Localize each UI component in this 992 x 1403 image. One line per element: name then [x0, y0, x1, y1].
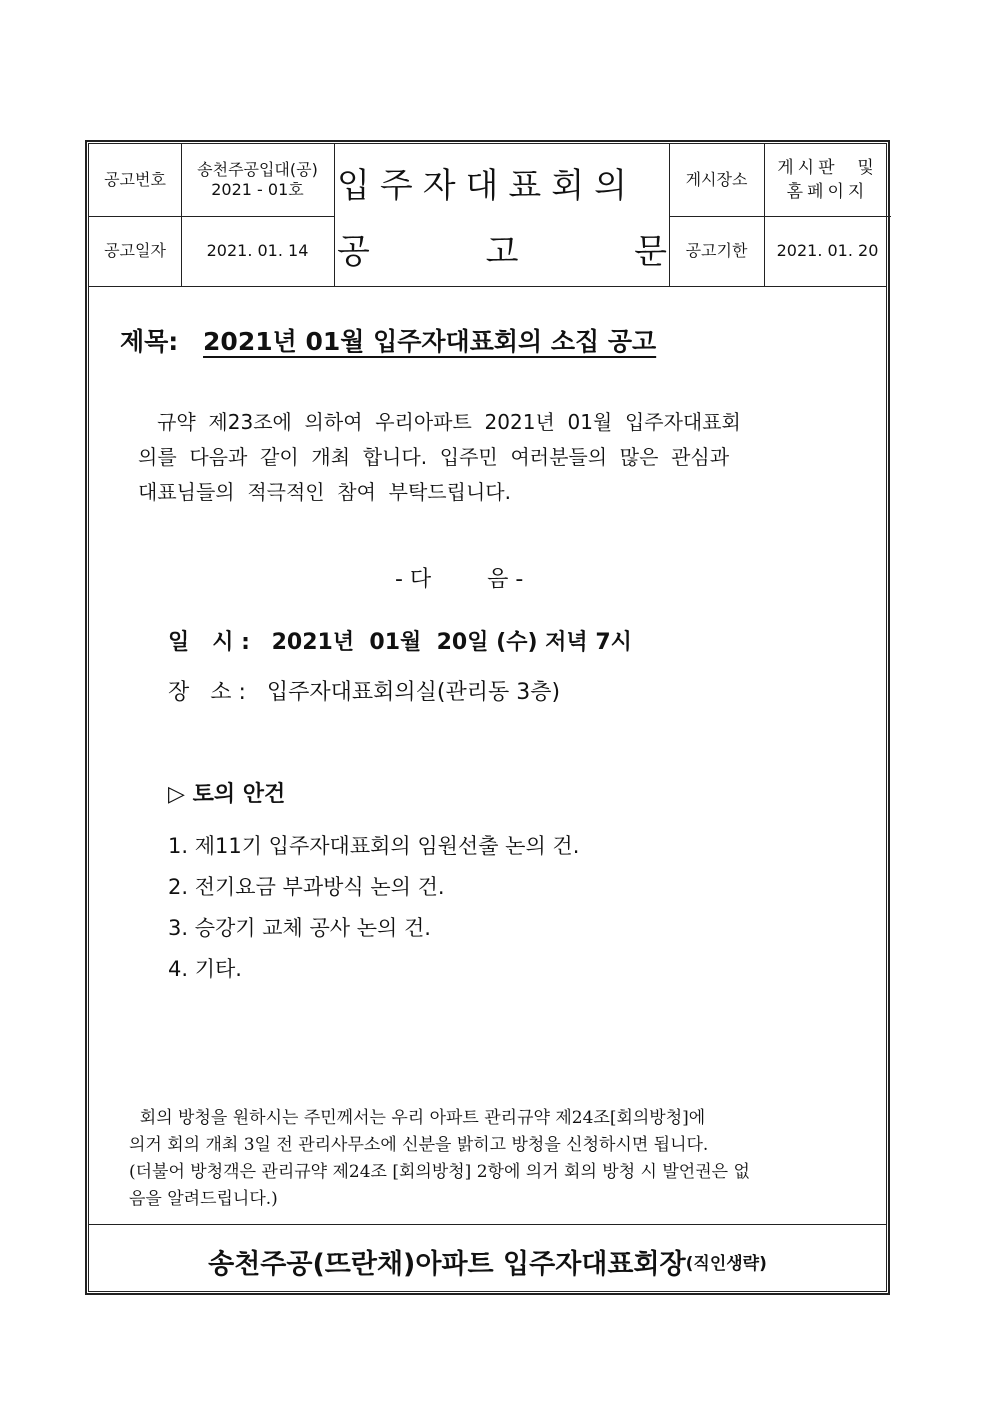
agenda-item: 1. 제11기 입주자대표회의 임원선출 논의 건.: [168, 834, 580, 858]
meeting-place-value: 입주자대표회의실(관리동 3층): [266, 680, 561, 705]
title-char: 고: [485, 232, 519, 272]
signature-footer: [89, 1226, 886, 1296]
posting-place-value: [764, 144, 891, 216]
notice-title-line2: [337, 224, 667, 272]
header-table: [89, 144, 886, 287]
notice-no-value-line1: 송천주공입대(공): [197, 160, 318, 179]
meeting-place: [168, 675, 560, 706]
following-marker: - 다 음 -: [395, 567, 524, 592]
subject-heading: [120, 322, 656, 358]
notice-no-label: 공고번호: [104, 170, 166, 189]
posting-place-label: 게시장소: [685, 170, 748, 189]
notice-no-value-line2: 2021 - 01호: [211, 180, 304, 199]
divider: [334, 144, 335, 286]
body-line: 대표님들의 적극적인 참여 부탁드립니다.: [138, 480, 511, 504]
title-char: 공: [337, 232, 370, 272]
notice-date-label: 공고일자: [104, 241, 166, 260]
divider: [89, 1224, 886, 1225]
agenda-item: 2. 전기요금 부과방식 논의 건.: [168, 875, 445, 899]
footer-seal-omitted: (직인생략): [685, 1253, 767, 1274]
title-char: 문: [634, 232, 667, 272]
observer-note: [129, 1105, 849, 1213]
meeting-time-label: 일 시 :: [168, 630, 250, 655]
note-line: 의거 회의 개최 3일 전 관리사무소에 신분을 밝히고 방청을 신청하시면 됩니다.: [129, 1135, 709, 1155]
subject-text: 2021년 01월 입주자대표회의 소집 공고: [203, 327, 657, 356]
deadline-label: 공고기한: [685, 241, 748, 260]
agenda-item: 3. 승강기 교체 공사 논의 건.: [168, 916, 431, 940]
meeting-time-value: 2021년 01월 20일 (수) 저녁 7시: [271, 630, 632, 655]
notice-title-line1: 입주자대표회의: [337, 166, 637, 206]
meeting-place-label: 장 소 :: [168, 680, 246, 705]
notice-no-value: [181, 144, 334, 216]
footer-signatory: 송천주공(뜨란채)아파트 입주자대표회장: [208, 1248, 686, 1280]
meeting-time: [168, 625, 632, 656]
note-line: 음을 알려드립니다.): [129, 1189, 278, 1209]
deadline-value: 2021. 01. 20: [776, 241, 879, 260]
posting-place-line2: 홈페이지: [786, 182, 869, 202]
posting-place-line1: 게시판 및: [777, 158, 878, 178]
note-line: 회의 방청을 원하시는 주민께서는 우리 아파트 관리규약 제24조[회의방청]에: [129, 1108, 706, 1128]
body-line: 규약 제23조에 의하여 우리아파트 2021년 01월 입주자대표회: [138, 410, 741, 434]
body-paragraph: [138, 405, 843, 510]
note-line: (더불어 방청객은 관리규약 제24조 [회의방청] 2항에 의거 회의 방청 시 발언권은 없: [129, 1162, 750, 1182]
body-line: 의를 다음과 같이 개최 합니다. 입주민 여러분들의 많은 관심과: [138, 445, 730, 469]
agenda-item: 4. 기타.: [168, 957, 242, 981]
subject-label: 제목:: [120, 327, 179, 356]
agenda-heading: ▷ 토의 안건: [168, 782, 286, 807]
notice-date-value: 2021. 01. 14: [206, 241, 309, 260]
agenda-list: [168, 826, 579, 990]
